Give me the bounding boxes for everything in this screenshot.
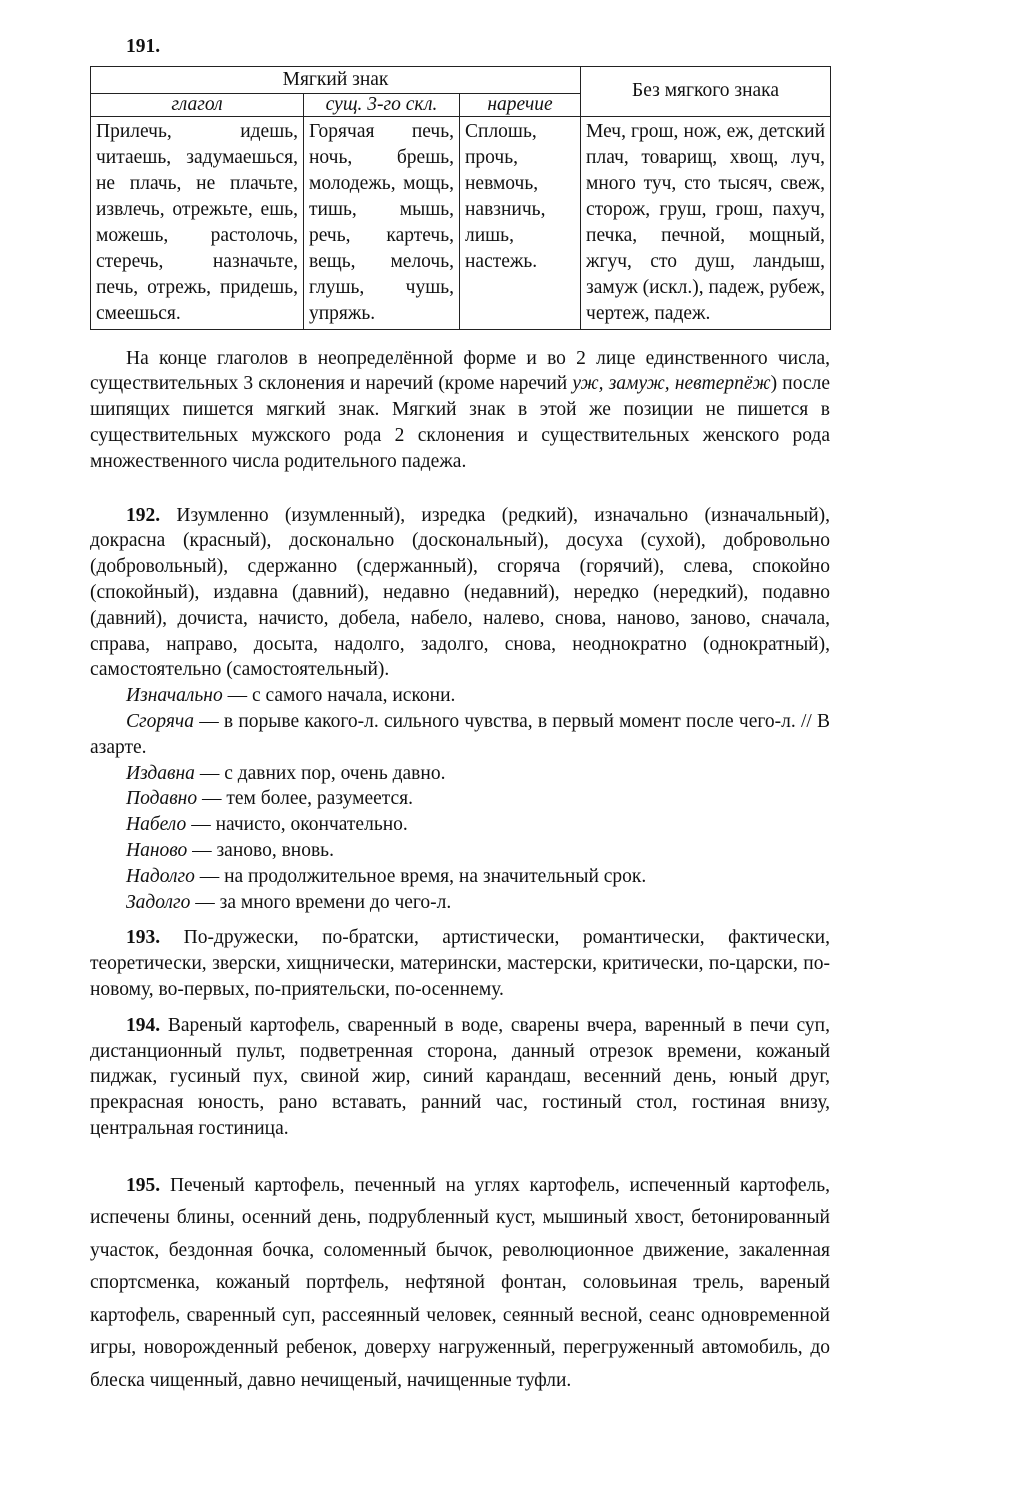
exercise-194-number: 194. <box>126 1014 161 1036</box>
page <box>90 34 830 1397</box>
exercise-192-number: 192. <box>126 504 161 526</box>
exercise-195-number: 195. <box>126 1174 161 1196</box>
definition-row: Набело — начисто, окончательно. <box>126 814 408 836</box>
exercise-191-number: 191. <box>126 36 161 57</box>
definition-row: Надолго — на продолжительное время, на значительный срок. <box>126 865 647 887</box>
cell-nouns: Горячая печь, ночь, брешь, молодежь, мощь, тишь, мышь, речь, картечь, вещь, мелочь, глушь, чушь, упряжь. <box>304 116 460 329</box>
cell-no-soft-sign: Меч, грош, нож, еж, детский плач, товарищ, хвощ, луч, много туч, сто тысяч, свеж, сторож, груш, грош, пахуч, печка, печной, мощный, жгуч, сто душ, ландыш, замуж (искл.), падеж, рубеж, чертеж, падеж. <box>581 116 831 329</box>
definition-row: Сгоряча — в порыве какого-л. сильного чувства, в первый момент после чего-л. // В азарте. <box>90 710 830 758</box>
subheader-adverb: наречие <box>460 93 581 116</box>
subheader-noun: сущ. 3-го скл. <box>304 93 460 116</box>
exercise-195-text: 195. Печеный картофель, печенный на углях картофель, испеченный картофель, испечены блины, осенний день, подрубленный куст, мышиный хвост, бетонированный участок, бездонная бочка, соломенный бычок, революционное движение, закаленная спортсменка, кожаный портфель, нефтяной фонтан, соловьиная трель, вареный картофель, сваренный суп, рассеянный человек, сеянный весной, сеанс одновременной игры, новорожденный ребенок, доверху нагруженный, перегруженный автомобиль, до блеска чищенный, давно нечищеный, начищенные туфли. <box>90 1174 831 1391</box>
definition-row: Издавна — с давних пор, очень давно. <box>126 762 446 784</box>
definition-row: Задолго — за много времени до чего-л. <box>126 891 452 913</box>
subheader-verb: глагол <box>91 93 304 116</box>
cell-verbs: Прилечь, идешь, читаешь, задумаешься, не плачь, не плачьте, извлечь, отрежьте, ешь, можешь, растолочь, стеречь, назначьте, печь, отрежь, придешь, смеешься. <box>91 116 304 329</box>
exercise-193-text: 193. По-дружески, по-братски, артистически, романтически, фактически, теоретически, зверски, хищнически, матерински, мастерски, критически, по-царски, по-новому, во-первых, по-приятельски, по-осеннему. <box>90 927 830 1000</box>
definition-row: Изначально — с самого начала, искони. <box>126 685 456 707</box>
definition-row: Подавно — тем более, разумеется. <box>126 788 414 810</box>
header-no-soft-sign: Без мягкого знака <box>581 66 831 116</box>
rule-paragraph: На конце глаголов в неопределённой форме и во 2 лице единственного числа, существительных 3 склонения и наречий (кроме наречий уж, замуж, невтерпёж) после шипящих пишется мягкий знак. Мягкий знак в этой же позиции не пишется в существительных мужского рода 2 склонения и существительных женского рода множественного числа родительного падежа. <box>90 347 830 472</box>
exercise-193-number: 193. <box>126 927 161 949</box>
exercise-194-text: 194. Вареный картофель, сваренный в воде, сварены вчера, варенный в печи суп, дистанционный пульт, подветренная сторона, данный отрезок времени, кожаный пиджак, гусиный пух, свиной жир, синий карандаш, весенний день, юный друг, прекрасная юность, рано вставать, ранний час, гостиный стол, гостиная внизу, центральная гостиница. <box>90 1014 830 1139</box>
header-soft-sign: Мягкий знак <box>91 66 581 93</box>
cell-adverbs: Сплошь, прочь, невмочь, навзничь, лишь, настежь. <box>460 116 581 329</box>
soft-sign-table <box>90 66 831 330</box>
definition-row: Наново — заново, вновь. <box>126 839 334 861</box>
exercise-192-text: 192. Изумленно (изумленный), изредка (редкий), изначально (изначальный), докрасна (красный), досконально (доскональный), досуха (сухой), добровольно (добровольный), сдержанно (сдержанный), сгоряча (горячий), слева, спокойно (спокойный), издавна (давний), недавно (недавний), нередко (нередкий), подавно (давний), дочиста, начисто, добела, набело, налево, снова, наново, заново, сначала, справа, направо, досыта, надолго, задолго, снова, неоднократно (однократный), самостоятельно (самостоятельный). <box>90 504 830 681</box>
rule-exceptions: уж, замуж, невтерпёж <box>572 373 771 395</box>
